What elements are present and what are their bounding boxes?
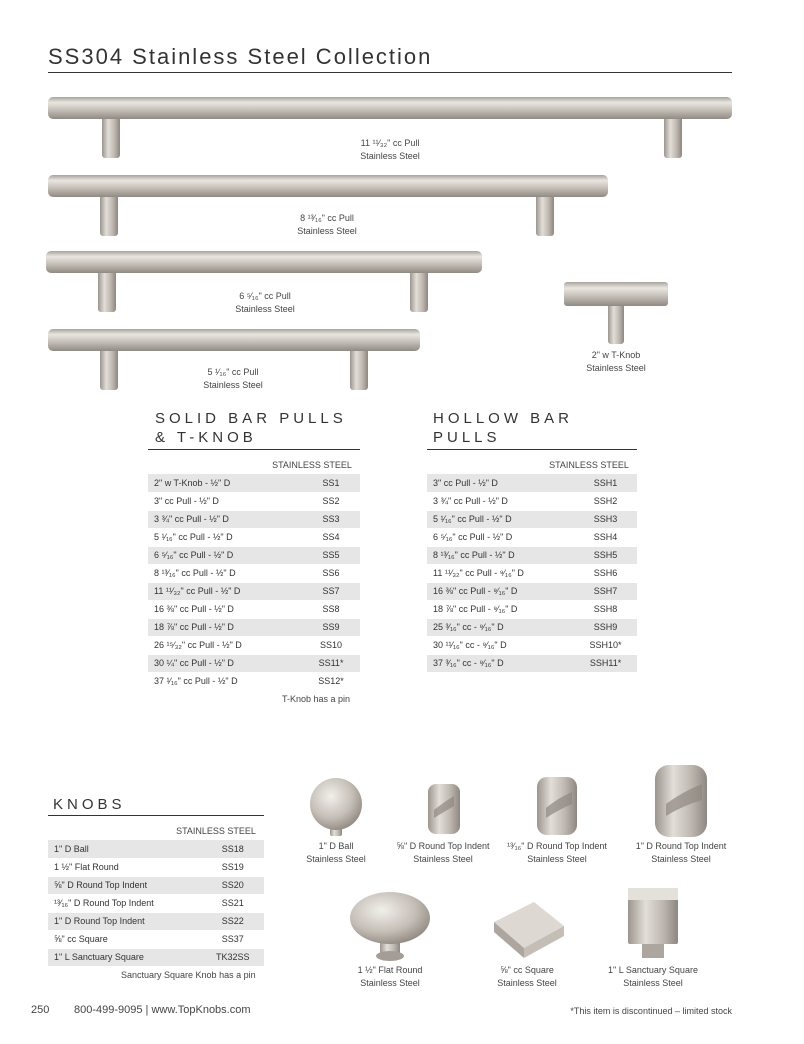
- ball-knob-image: [306, 774, 366, 838]
- table-row: [48, 840, 264, 858]
- t-knob-caption: 2" w T-Knob Stainless Steel: [586, 350, 646, 373]
- table-row: [148, 672, 360, 690]
- knob-caption: 1 ½" Flat Round Stainless Steel: [357, 965, 423, 988]
- item-code: SS10: [302, 636, 360, 654]
- item-code: SSH8: [574, 600, 637, 618]
- solid-column-header: STAINLESS STEEL: [272, 460, 352, 470]
- table-row: [48, 930, 264, 948]
- item-description: 11 ¹¹⁄₃₂" cc Pull - ⁹⁄₁₆" D: [427, 564, 574, 582]
- item-code: SS18: [201, 840, 264, 858]
- item-description: 6 ⁵⁄₁₆" cc Pull - ½" D: [148, 546, 302, 564]
- table-row: [48, 948, 264, 966]
- item-code: SS19: [201, 858, 264, 876]
- t-knob-pin-note: T-Knob has a pin: [282, 694, 351, 704]
- table-row: [148, 654, 360, 672]
- table-row: [148, 600, 360, 618]
- pull-caption: 8 ¹³⁄₁₆" cc Pull Stainless Steel: [297, 213, 357, 236]
- table-row: [427, 546, 637, 564]
- round-top-indent-13-16-image: [534, 774, 580, 836]
- hollow-section-rule: [427, 449, 637, 450]
- item-code: SS21: [201, 894, 264, 912]
- pull-caption: 6 ⁵⁄₁₆" cc Pull Stainless Steel: [235, 291, 295, 314]
- square-knob-image: [490, 898, 568, 962]
- table-row: [48, 858, 264, 876]
- solid-bar-pulls-heading: SOLID BAR PULLS & T-KNOB: [155, 410, 347, 446]
- item-description: ¹³⁄₁₆" D Round Top Indent: [48, 894, 201, 912]
- sanctuary-pin-note: Sanctuary Square Knob has a pin: [121, 970, 256, 980]
- item-description: 1" D Round Top Indent: [48, 912, 201, 930]
- knobs-section-rule: [48, 815, 264, 816]
- item-code: SS37: [201, 930, 264, 948]
- item-description: 1" D Ball: [48, 840, 201, 858]
- item-description: 16 ⅜" cc Pull - ⁹⁄₁₆" D: [427, 582, 574, 600]
- knobs-heading: KNOBS: [53, 796, 126, 813]
- solid-section-rule: [148, 449, 360, 450]
- item-code: SSH1: [574, 474, 637, 492]
- table-row: [427, 528, 637, 546]
- item-code: SS3: [302, 510, 360, 528]
- item-description: 25 ³⁄₁₆" cc - ⁹⁄₁₆" D: [427, 618, 574, 636]
- item-code: SS7: [302, 582, 360, 600]
- item-description: 1" L Sanctuary Square: [48, 948, 201, 966]
- sanctuary-square-knob-image: [624, 884, 682, 962]
- item-description: ⅝" D Round Top Indent: [48, 876, 201, 894]
- item-description: 37 ¹⁄₁₆" cc Pull - ½" D: [148, 672, 302, 690]
- item-code: SS6: [302, 564, 360, 582]
- table-row: [427, 618, 637, 636]
- knobs-table: [48, 840, 264, 967]
- table-row: [427, 636, 637, 654]
- table-row: [148, 636, 360, 654]
- item-code: SSH2: [574, 492, 637, 510]
- item-code: SS8: [302, 600, 360, 618]
- item-description: 11 ¹¹⁄₃₂" cc Pull - ½" D: [148, 582, 302, 600]
- item-code: SSH11*: [574, 654, 637, 672]
- table-row: [427, 582, 637, 600]
- table-row: [48, 894, 264, 912]
- t-knob-image: [562, 280, 670, 346]
- item-description: 5 ¹⁄₁₆" cc Pull - ½" D: [427, 510, 574, 528]
- item-description: ⅝" cc Square: [48, 930, 201, 948]
- page-title: SS304 Stainless Steel Collection: [48, 44, 433, 69]
- item-code: SSH5: [574, 546, 637, 564]
- pull-caption: 11 ¹¹⁄₃₂" cc Pull Stainless Steel: [360, 138, 420, 161]
- table-row: [148, 582, 360, 600]
- discontinued-note: *This item is discontinued – limited stock: [570, 1006, 732, 1016]
- flat-round-knob-image: [348, 888, 432, 962]
- knob-caption: ⅝" D Round Top Indent Stainless Steel: [396, 841, 490, 864]
- pull-caption: 5 ¹⁄₁₆" cc Pull Stainless Steel: [203, 367, 263, 390]
- item-code: SSH10*: [574, 636, 637, 654]
- item-description: 30 ¼" cc Pull - ½" D: [148, 654, 302, 672]
- item-code: SS11*: [302, 654, 360, 672]
- item-code: TK32SS: [201, 948, 264, 966]
- item-description: 30 ¹¹⁄₁₆" cc - ⁹⁄₁₆" D: [427, 636, 574, 654]
- table-row: [148, 492, 360, 510]
- round-top-indent-1-inch-image: [652, 762, 710, 838]
- table-row: [148, 528, 360, 546]
- table-row: [48, 876, 264, 894]
- table-row: [427, 474, 637, 492]
- hollow-bar-pulls-heading: HOLLOW BAR PULLS: [433, 410, 574, 446]
- table-row: [148, 474, 360, 492]
- item-code: SS12*: [302, 672, 360, 690]
- item-description: 8 ¹³⁄₁₆" cc Pull - ½" D: [427, 546, 574, 564]
- item-code: SS22: [201, 912, 264, 930]
- item-description: 37 ³⁄₁₆" cc - ⁹⁄₁₆" D: [427, 654, 574, 672]
- item-code: SS2: [302, 492, 360, 510]
- solid-bar-pulls-table: [148, 474, 360, 691]
- item-description: 18 ⅞" cc Pull - ½" D: [148, 618, 302, 636]
- item-description: 3" cc Pull - ½" D: [427, 474, 574, 492]
- knob-caption: ¹³⁄₁₆" D Round Top Indent Stainless Steel: [507, 841, 607, 864]
- item-code: SS9: [302, 618, 360, 636]
- table-row: [427, 564, 637, 582]
- table-row: [48, 912, 264, 930]
- knob-caption: 1" D Ball Stainless Steel: [306, 841, 366, 864]
- title-divider: [48, 72, 732, 73]
- knob-caption: 1" L Sanctuary Square Stainless Steel: [608, 965, 698, 988]
- table-row: [427, 654, 637, 672]
- item-code: SSH7: [574, 582, 637, 600]
- table-row: [427, 492, 637, 510]
- knob-caption: 1" D Round Top Indent Stainless Steel: [635, 841, 727, 864]
- contact-info[interactable]: 800-499-9095 | www.TopKnobs.com: [74, 1004, 251, 1016]
- table-row: [148, 546, 360, 564]
- item-code: SSH9: [574, 618, 637, 636]
- item-code: SSH3: [574, 510, 637, 528]
- table-row: [148, 510, 360, 528]
- item-description: 3 ¾" cc Pull - ½" D: [427, 492, 574, 510]
- item-description: 26 ¹⁵⁄₃₂" cc Pull - ½" D: [148, 636, 302, 654]
- knobs-column-header: STAINLESS STEEL: [176, 826, 256, 836]
- page-number: 250: [31, 1004, 50, 1016]
- round-top-indent-5-8-image: [424, 780, 464, 836]
- table-row: [427, 510, 637, 528]
- knob-caption: ⅝" cc Square Stainless Steel: [497, 965, 557, 988]
- hollow-column-header: STAINLESS STEEL: [549, 460, 629, 470]
- item-description: 3 ¾" cc Pull - ½" D: [148, 510, 302, 528]
- table-row: [427, 600, 637, 618]
- hollow-bar-pulls-table: [427, 474, 637, 673]
- item-description: 6 ⁵⁄₁₆" cc Pull - ½" D: [427, 528, 574, 546]
- item-code: SS4: [302, 528, 360, 546]
- item-code: SS1: [302, 474, 360, 492]
- item-description: 1 ½" Flat Round: [48, 858, 201, 876]
- item-description: 2" w T-Knob - ½" D: [148, 474, 302, 492]
- item-description: 18 ⅞" cc Pull - ⁹⁄₁₆" D: [427, 600, 574, 618]
- item-description: 16 ⅜" cc Pull - ½" D: [148, 600, 302, 618]
- table-row: [148, 618, 360, 636]
- item-description: 8 ¹³⁄₁₆" cc Pull - ½" D: [148, 564, 302, 582]
- item-code: SS5: [302, 546, 360, 564]
- item-code: SS20: [201, 876, 264, 894]
- item-description: 5 ¹⁄₁₆" cc Pull - ½" D: [148, 528, 302, 546]
- item-code: SSH6: [574, 564, 637, 582]
- item-description: 3" cc Pull - ½" D: [148, 492, 302, 510]
- table-row: [148, 564, 360, 582]
- item-code: SSH4: [574, 528, 637, 546]
